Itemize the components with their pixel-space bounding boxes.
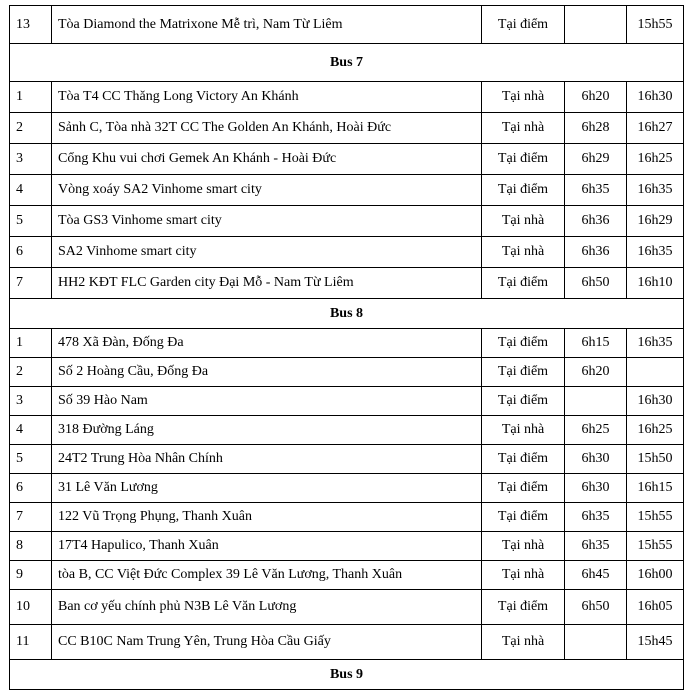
pickup-type-cell: Tại nhà bbox=[482, 561, 565, 590]
bus-schedule-table bbox=[9, 5, 684, 690]
stop-location-cell: 31 Lê Văn Lương bbox=[52, 474, 482, 503]
afternoon-time-cell: 16h30 bbox=[627, 387, 684, 416]
morning-time-cell: 6h35 bbox=[565, 532, 627, 561]
stop-location-cell: Số 2 Hoàng Cầu, Đống Đa bbox=[52, 358, 482, 387]
morning-time-cell: 6h45 bbox=[565, 561, 627, 590]
stop-location-cell: Tòa T4 CC Thăng Long Victory An Khánh bbox=[52, 82, 482, 113]
afternoon-time-cell: 16h00 bbox=[627, 561, 684, 590]
afternoon-time-cell: 15h50 bbox=[627, 445, 684, 474]
stop-location-cell: Số 39 Hào Nam bbox=[52, 387, 482, 416]
morning-time-cell: 6h50 bbox=[565, 268, 627, 299]
table-row bbox=[10, 387, 684, 416]
morning-time-cell: 6h25 bbox=[565, 416, 627, 445]
table-row bbox=[10, 445, 684, 474]
pickup-type-cell: Tại nhà bbox=[482, 82, 565, 113]
stop-number-cell: 2 bbox=[10, 358, 52, 387]
stop-location-cell: Tòa Diamond the Matrixone Mễ trì, Nam Từ Liêm bbox=[52, 6, 482, 44]
morning-time-cell: 6h35 bbox=[565, 175, 627, 206]
stop-location-cell: CC B10C Nam Trung Yên, Trung Hòa Cầu Giấy bbox=[52, 625, 482, 660]
stop-number-cell: 1 bbox=[10, 82, 52, 113]
morning-time-cell bbox=[565, 625, 627, 660]
stop-location-cell: HH2 KĐT FLC Garden city Đại Mỗ - Nam Từ Liêm bbox=[52, 268, 482, 299]
stop-location-cell: Sảnh C, Tòa nhà 32T CC The Golden An Khánh, Hoài Đức bbox=[52, 113, 482, 144]
afternoon-time-cell: 16h29 bbox=[627, 206, 684, 237]
afternoon-time-cell: 15h45 bbox=[627, 625, 684, 660]
stop-location-cell: 24T2 Trung Hòa Nhân Chính bbox=[52, 445, 482, 474]
stop-number-cell: 5 bbox=[10, 445, 52, 474]
stop-location-cell: 318 Đường Láng bbox=[52, 416, 482, 445]
morning-time-cell bbox=[565, 6, 627, 44]
stop-number-cell: 1 bbox=[10, 329, 52, 358]
morning-time-cell: 6h20 bbox=[565, 82, 627, 113]
morning-time-cell: 6h36 bbox=[565, 206, 627, 237]
bus-label: Bus 7 bbox=[10, 44, 684, 82]
stop-number-cell: 11 bbox=[10, 625, 52, 660]
stop-number-cell: 9 bbox=[10, 561, 52, 590]
pickup-type-cell: Tại điểm bbox=[482, 175, 565, 206]
morning-time-cell: 6h15 bbox=[565, 329, 627, 358]
stop-location-cell: 17T4 Hapulico, Thanh Xuân bbox=[52, 532, 482, 561]
morning-time-cell: 6h35 bbox=[565, 503, 627, 532]
pickup-type-cell: Tại điểm bbox=[482, 474, 565, 503]
stop-number-cell: 7 bbox=[10, 268, 52, 299]
morning-time-cell: 6h50 bbox=[565, 590, 627, 625]
table-row bbox=[10, 113, 684, 144]
pickup-type-cell: Tại điểm bbox=[482, 590, 565, 625]
table-row bbox=[10, 358, 684, 387]
afternoon-time-cell: 16h25 bbox=[627, 144, 684, 175]
afternoon-time-cell: 15h55 bbox=[627, 503, 684, 532]
stop-number-cell: 3 bbox=[10, 144, 52, 175]
table-row bbox=[10, 474, 684, 503]
afternoon-time-cell: 15h55 bbox=[627, 6, 684, 44]
pickup-type-cell: Tại nhà bbox=[482, 113, 565, 144]
stop-number-cell: 2 bbox=[10, 113, 52, 144]
pickup-type-cell: Tại điểm bbox=[482, 358, 565, 387]
pickup-type-cell: Tại điểm bbox=[482, 503, 565, 532]
table-row bbox=[10, 532, 684, 561]
morning-time-cell bbox=[565, 387, 627, 416]
stop-location-cell: Tòa GS3 Vinhome smart city bbox=[52, 206, 482, 237]
afternoon-time-cell bbox=[627, 358, 684, 387]
pickup-type-cell: Tại điểm bbox=[482, 387, 565, 416]
stop-location-cell: Ban cơ yếu chính phủ N3B Lê Văn Lương bbox=[52, 590, 482, 625]
bus-header-row bbox=[10, 299, 684, 329]
afternoon-time-cell: 15h55 bbox=[627, 532, 684, 561]
stop-number-cell: 8 bbox=[10, 532, 52, 561]
schedule-body bbox=[10, 6, 684, 690]
pickup-type-cell: Tại điểm bbox=[482, 6, 565, 44]
table-row bbox=[10, 175, 684, 206]
pickup-type-cell: Tại nhà bbox=[482, 416, 565, 445]
morning-time-cell: 6h29 bbox=[565, 144, 627, 175]
table-row bbox=[10, 503, 684, 532]
bus-header-row bbox=[10, 660, 684, 690]
pickup-type-cell: Tại điểm bbox=[482, 329, 565, 358]
table-row bbox=[10, 625, 684, 660]
stop-number-cell: 10 bbox=[10, 590, 52, 625]
pickup-type-cell: Tại nhà bbox=[482, 625, 565, 660]
bus-label: Bus 9 bbox=[10, 660, 684, 690]
morning-time-cell: 6h36 bbox=[565, 237, 627, 268]
afternoon-time-cell: 16h15 bbox=[627, 474, 684, 503]
bus-label: Bus 8 bbox=[10, 299, 684, 329]
stop-number-cell: 4 bbox=[10, 416, 52, 445]
stop-location-cell: Vòng xoáy SA2 Vinhome smart city bbox=[52, 175, 482, 206]
stop-number-cell: 3 bbox=[10, 387, 52, 416]
table-row bbox=[10, 82, 684, 113]
afternoon-time-cell: 16h27 bbox=[627, 113, 684, 144]
stop-location-cell: tòa B, CC Việt Đức Complex 39 Lê Văn Lương, Thanh Xuân bbox=[52, 561, 482, 590]
stop-location-cell: 122 Vũ Trọng Phụng, Thanh Xuân bbox=[52, 503, 482, 532]
afternoon-time-cell: 16h35 bbox=[627, 237, 684, 268]
bus-header-row bbox=[10, 44, 684, 82]
stop-location-cell: SA2 Vinhome smart city bbox=[52, 237, 482, 268]
pickup-type-cell: Tại điểm bbox=[482, 445, 565, 474]
table-row bbox=[10, 6, 684, 44]
morning-time-cell: 6h30 bbox=[565, 474, 627, 503]
stop-number-cell: 5 bbox=[10, 206, 52, 237]
table-row bbox=[10, 144, 684, 175]
pickup-type-cell: Tại nhà bbox=[482, 206, 565, 237]
afternoon-time-cell: 16h05 bbox=[627, 590, 684, 625]
stop-location-cell: Cổng Khu vui chơi Gemek An Khánh - Hoài Đức bbox=[52, 144, 482, 175]
table-row bbox=[10, 561, 684, 590]
morning-time-cell: 6h20 bbox=[565, 358, 627, 387]
afternoon-time-cell: 16h35 bbox=[627, 329, 684, 358]
table-row bbox=[10, 416, 684, 445]
afternoon-time-cell: 16h10 bbox=[627, 268, 684, 299]
stop-number-cell: 13 bbox=[10, 6, 52, 44]
table-row bbox=[10, 237, 684, 268]
pickup-type-cell: Tại điểm bbox=[482, 144, 565, 175]
stop-number-cell: 6 bbox=[10, 474, 52, 503]
pickup-type-cell: Tại điểm bbox=[482, 268, 565, 299]
table-row bbox=[10, 268, 684, 299]
pickup-type-cell: Tại nhà bbox=[482, 237, 565, 268]
stop-number-cell: 6 bbox=[10, 237, 52, 268]
pickup-type-cell: Tại nhà bbox=[482, 532, 565, 561]
afternoon-time-cell: 16h25 bbox=[627, 416, 684, 445]
stop-number-cell: 4 bbox=[10, 175, 52, 206]
table-row bbox=[10, 590, 684, 625]
afternoon-time-cell: 16h30 bbox=[627, 82, 684, 113]
stop-location-cell: 478 Xã Đàn, Đống Đa bbox=[52, 329, 482, 358]
stop-number-cell: 7 bbox=[10, 503, 52, 532]
table-row bbox=[10, 206, 684, 237]
afternoon-time-cell: 16h35 bbox=[627, 175, 684, 206]
morning-time-cell: 6h28 bbox=[565, 113, 627, 144]
table-row bbox=[10, 329, 684, 358]
morning-time-cell: 6h30 bbox=[565, 445, 627, 474]
